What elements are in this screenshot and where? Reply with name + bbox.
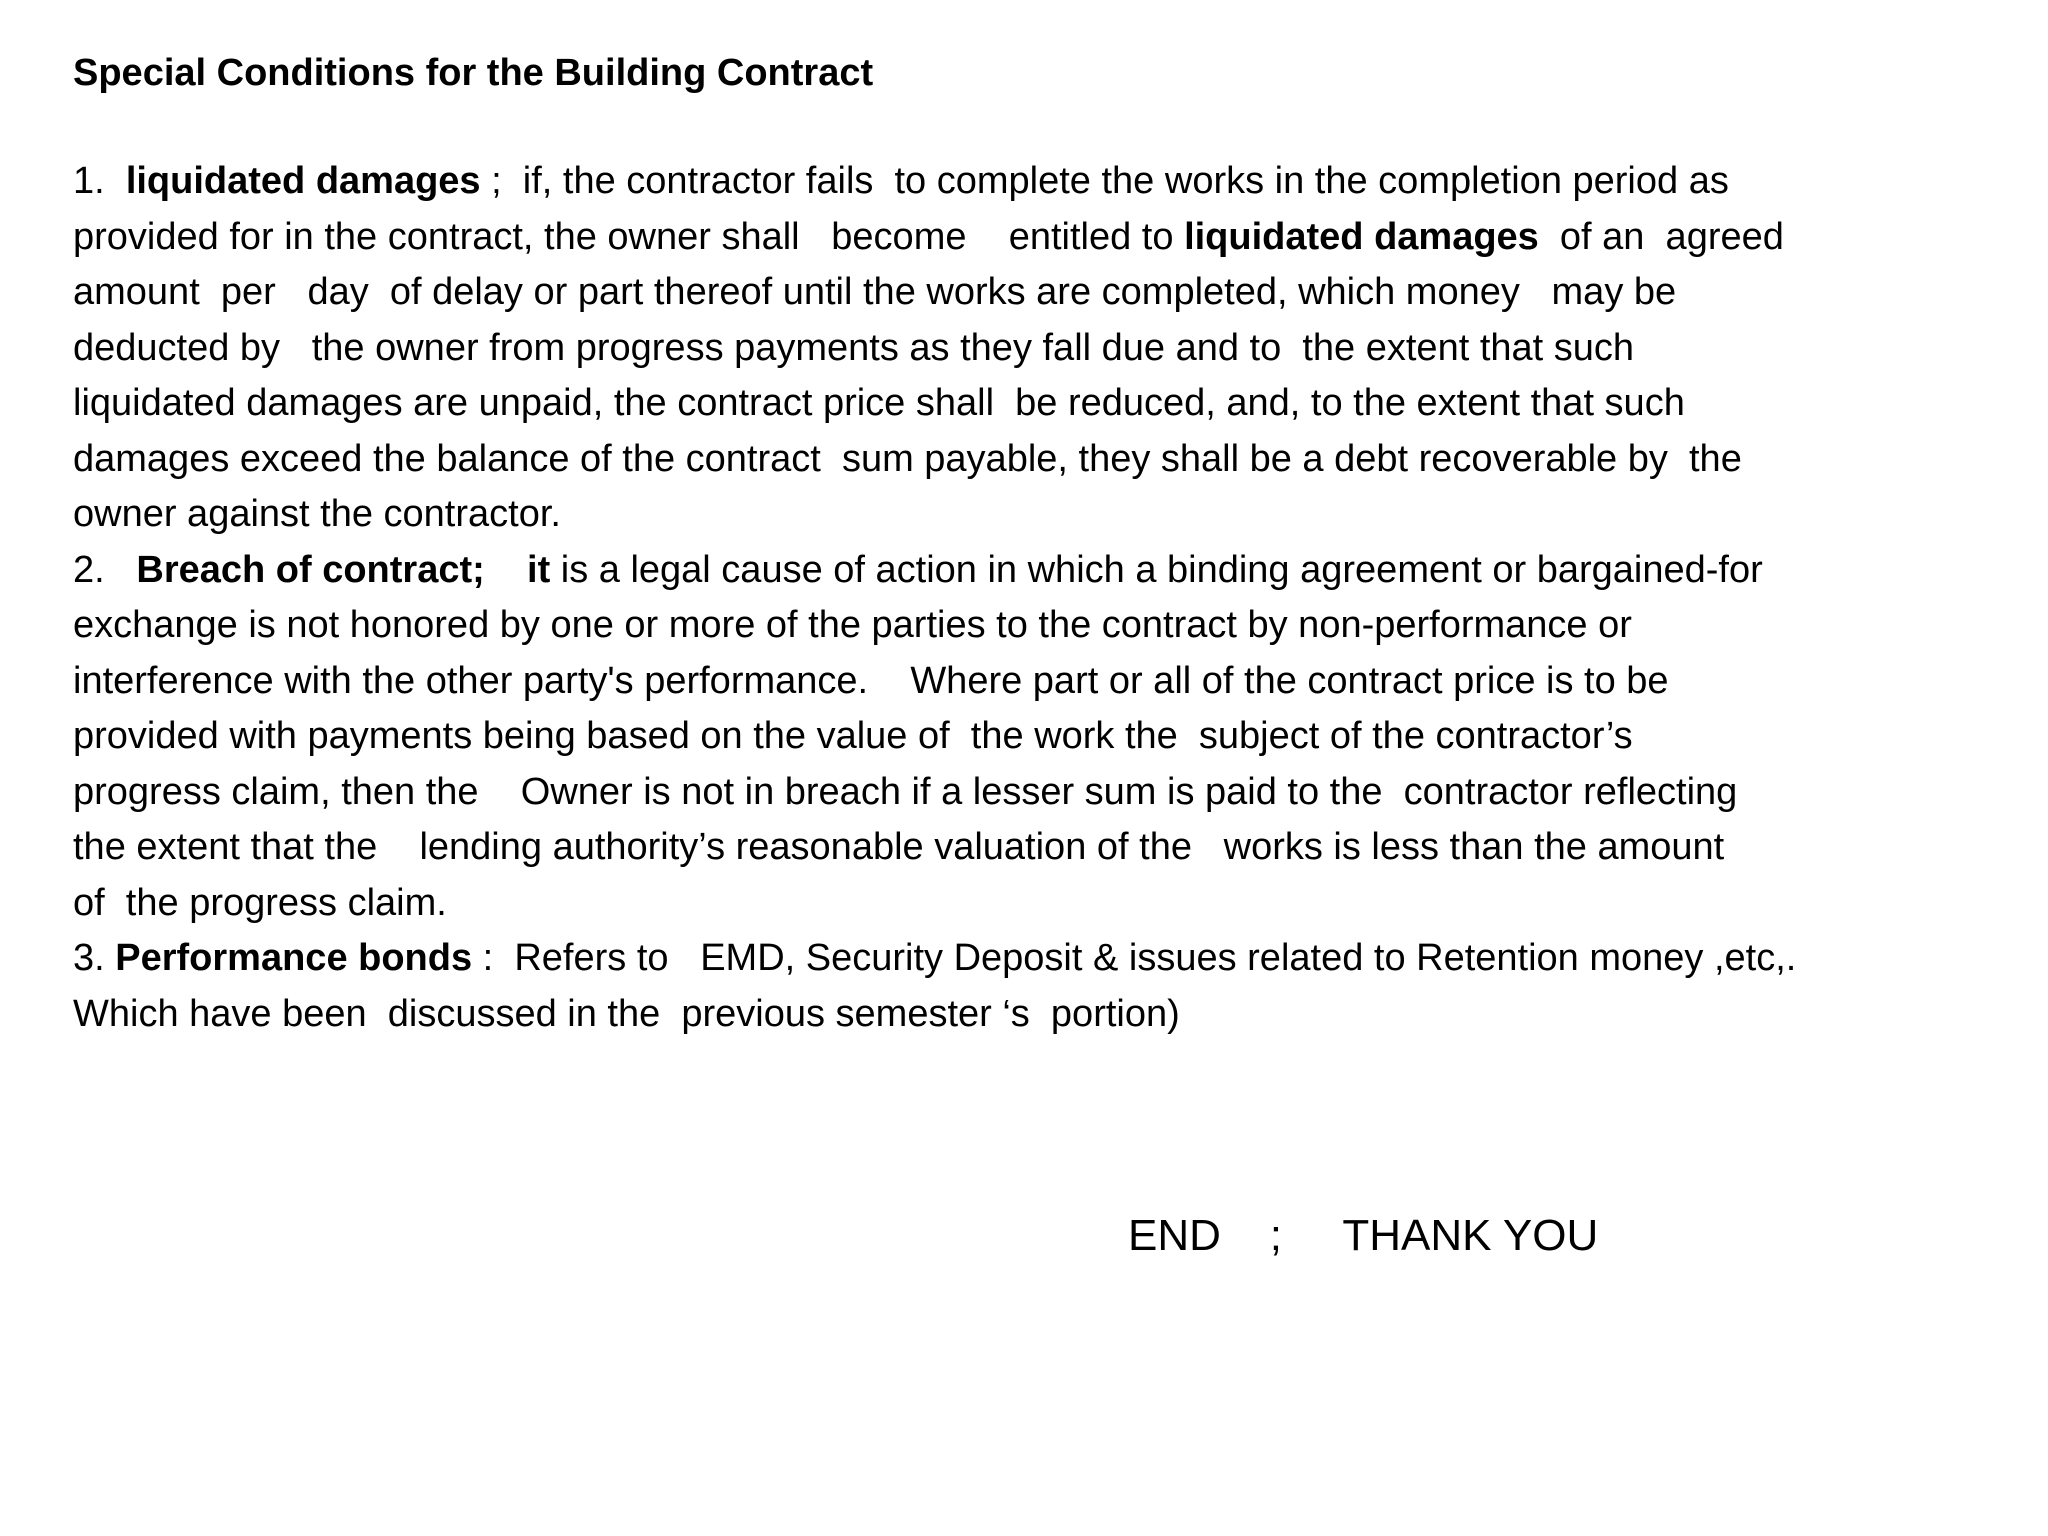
bold-term: Breach of contract; it xyxy=(136,548,551,591)
slide-body xyxy=(73,154,1993,1042)
condition-item xyxy=(73,154,1993,543)
text-run: 1. xyxy=(73,160,126,202)
text-run: amount per day of delay or part thereof until the works are completed, which money may be xyxy=(73,271,1677,313)
text-run: provided for in the contract, the owner shall become entitled to xyxy=(73,215,1185,258)
text-run: 2. xyxy=(73,548,137,591)
text-run: owner against the contractor. xyxy=(73,493,561,535)
text-run: exchange is not honored by one or more of the parties to the contract by non-performance or xyxy=(73,604,1632,646)
text-run: liquidated damages are unpaid, the contract price shall be reduced, and, to the extent that such xyxy=(73,382,1685,424)
text-line xyxy=(73,931,1993,987)
text-line xyxy=(73,487,1993,543)
closing-text: END ; THANK YOU xyxy=(1128,1211,1599,1260)
text-line xyxy=(73,598,1993,654)
text-run: deducted by the owner from progress payments as they fall due and to the extent that such xyxy=(73,326,1635,369)
text-line xyxy=(73,765,1993,821)
text-run: damages exceed the balance of the contract sum payable, they shall be a debt recoverable by the xyxy=(73,437,1742,480)
text-run: of the progress claim. xyxy=(73,881,447,924)
bold-term: liquidated damages xyxy=(1184,215,1539,258)
text-line xyxy=(73,654,1993,710)
text-run: progress claim, then the Owner is not in breach if a lesser sum is paid to the contractor reflecting xyxy=(73,770,1738,813)
text-line xyxy=(73,709,1993,765)
text-line xyxy=(73,987,1993,1043)
text-line xyxy=(73,543,1993,599)
text-line xyxy=(73,876,1993,932)
text-line xyxy=(73,210,1993,266)
text-run: the extent that the lending authority’s reasonable valuation of the works is less than the amount xyxy=(73,826,1725,868)
text-line xyxy=(73,265,1993,321)
text-run: : Refers to EMD, Security Deposit & issues related to Retention money ,etc,. xyxy=(472,937,1797,979)
text-run: 3. xyxy=(73,937,116,979)
text-run: provided with payments being based on the value of the work the subject of the contractor’s xyxy=(73,715,1633,757)
text-line xyxy=(73,376,1993,432)
text-line xyxy=(73,154,1993,210)
text-run: of an agreed xyxy=(1538,215,1784,258)
slide-title: Special Conditions for the Building Contract xyxy=(73,52,874,94)
bold-term: Performance bonds xyxy=(115,937,473,979)
text-run: is a legal cause of action in which a binding agreement or bargained-for xyxy=(550,548,1763,591)
text-line xyxy=(73,820,1993,876)
bold-term: liquidated damages xyxy=(125,160,481,202)
text-run: ; if, the contractor fails to complete the works in the completion period as xyxy=(480,160,1729,202)
condition-item xyxy=(73,543,1993,932)
text-line xyxy=(73,321,1993,377)
text-run: Which have been discussed in the previous semester ‘s portion) xyxy=(73,992,1180,1035)
condition-item xyxy=(73,931,1993,1042)
text-line xyxy=(73,432,1993,488)
text-run: interference with the other party's performance. Where part or all of the contract price is to be xyxy=(73,659,1669,702)
